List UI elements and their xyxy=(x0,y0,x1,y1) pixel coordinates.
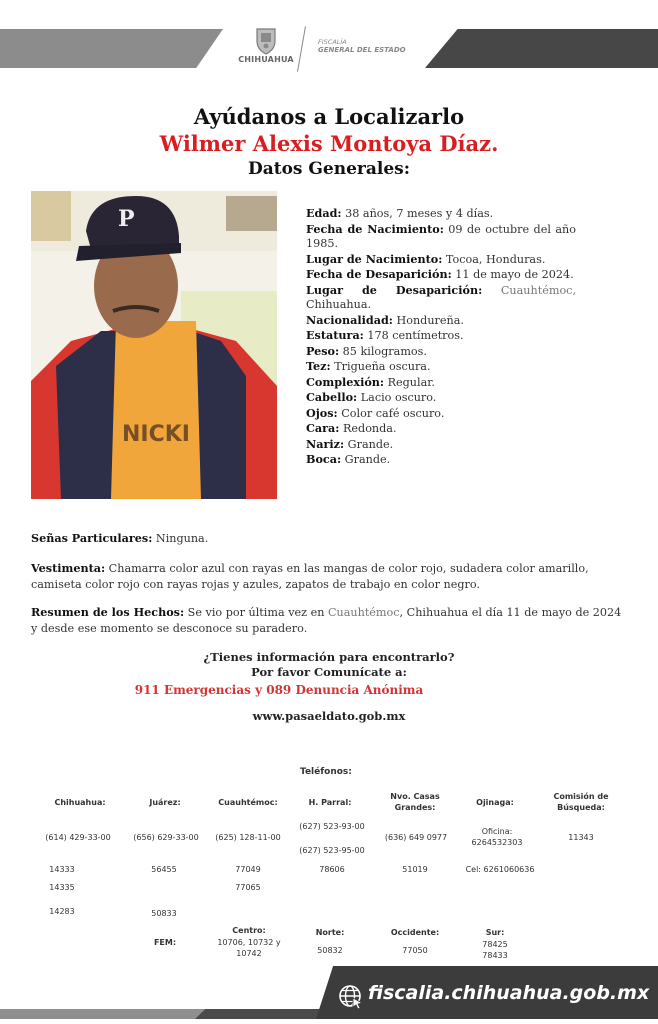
person-photo xyxy=(31,191,277,499)
phones-title: Teléfonos: xyxy=(300,767,352,777)
agency-line2: GENERAL DEL ESTADO xyxy=(318,46,406,54)
detail-label: Edad: xyxy=(306,206,342,220)
chihuahua-logo xyxy=(236,27,296,73)
fem-norte-value: 50832 xyxy=(317,946,343,955)
fem-label: FEM: xyxy=(153,938,177,947)
detail-label: Lugar de Desaparición: xyxy=(306,282,483,297)
globe-cursor-icon xyxy=(338,984,364,1010)
general-details xyxy=(306,206,576,468)
clothing-value: Chamarra color azul con rayas en las mangas de color rojo, sudadera color amarillo, camiseta color rojo con rayas rojas y azules, zapatos de trabajo en color negro. xyxy=(31,562,589,591)
distinguishing-marks-label: Señas Particulares: xyxy=(31,531,153,545)
ext-cuauhtemoc-1: 77049 xyxy=(235,865,261,874)
detail-row xyxy=(306,283,576,313)
contact-please: Por favor Comunícate a: xyxy=(251,665,407,679)
ext-chihuahua-2: 14335 xyxy=(49,883,75,892)
phone-header-nvo-casas-grandes: Nvo. Casas Grandes: xyxy=(390,792,440,812)
detail-row xyxy=(306,421,576,437)
detail-value: Redonda. xyxy=(339,422,397,435)
detail-row xyxy=(306,344,576,360)
detail-value: Hondureña. xyxy=(392,313,464,327)
detail-label: Fecha de Desaparición: xyxy=(306,267,452,281)
detail-value: Trigueña oscura. xyxy=(330,360,431,373)
phone-header-ojinaga: Ojinaga: xyxy=(476,798,514,807)
detail-row xyxy=(306,452,576,468)
emergency-numbers: 911 Emergencias y 089 Denuncia Anónima xyxy=(134,683,424,697)
agency-name xyxy=(318,38,406,54)
detail-value: Lacio oscuro. xyxy=(357,391,437,404)
detail-value: Grande. xyxy=(344,437,394,451)
detail-label: Nariz: xyxy=(306,436,345,451)
detail-label: Fecha de Nacimiento: xyxy=(306,221,444,236)
phone-parral-1: (627) 523-93-00 xyxy=(299,822,365,831)
detail-label: Lugar de Nacimiento: xyxy=(306,251,443,266)
ext-juarez-1: 56455 xyxy=(151,865,177,874)
person-photo-illustration xyxy=(31,191,277,499)
detail-label: Peso: xyxy=(306,343,340,358)
fem-sur-value: 78425 78433 xyxy=(482,940,508,960)
detail-row xyxy=(306,375,576,391)
missing-person-name: Wilmer Alexis Montoya Díaz. xyxy=(159,131,499,156)
ojinaga-cell: Cel: 6261060636 xyxy=(465,865,535,874)
header-band-left xyxy=(0,29,223,68)
detail-value: 178 centímetros. xyxy=(363,329,464,342)
detail-row xyxy=(306,222,576,252)
detail-value: Tocoa, Honduras. xyxy=(442,252,546,266)
detail-row xyxy=(306,252,576,268)
phone-header-juarez: Juárez: xyxy=(149,798,181,807)
distinguishing-marks-value: Ninguna. xyxy=(152,532,209,545)
detail-row xyxy=(306,406,576,422)
detail-row xyxy=(306,267,576,283)
logo-divider xyxy=(297,26,306,71)
fem-sur-label: Sur: xyxy=(485,928,505,937)
phone-juarez: (656) 629-33-00 xyxy=(133,833,199,842)
detail-label: Tez: xyxy=(306,359,331,373)
svg-text:NICKI: NICKI xyxy=(122,422,190,447)
detail-label: Boca: xyxy=(306,452,342,466)
detail-row xyxy=(306,437,576,453)
detail-label: Ojos: xyxy=(306,405,338,420)
detail-value: 11 de mayo de 2024. xyxy=(451,268,574,281)
phone-ojinaga-office: Oficina: 6264532303 xyxy=(471,827,523,847)
detail-value-muted: Cuauhtémoc, xyxy=(482,283,576,297)
headline: Ayúdanos a Localizarlo xyxy=(193,104,465,129)
summary xyxy=(31,604,631,637)
detail-value: 09 de octubre del año 1985. xyxy=(306,222,576,250)
phone-header-comision: Comisión de Búsqueda: xyxy=(553,792,609,812)
ext-chihuahua-1: 14333 xyxy=(49,865,75,874)
detail-label: Nacionalidad: xyxy=(306,312,393,327)
detail-value: Grande. xyxy=(341,453,391,466)
phone-comision: 11343 xyxy=(568,833,594,842)
detail-value: Regular. xyxy=(384,375,435,389)
section-title: Datos Generales: xyxy=(247,159,411,179)
clothing-label: Vestimenta: xyxy=(31,561,106,575)
detail-label: Cara: xyxy=(306,421,340,435)
website-link[interactable]: www.pasaeldato.gob.mx xyxy=(252,709,406,723)
phone-nvo-casas-grandes: (636) 649 0977 xyxy=(384,833,448,842)
phone-chihuahua: (614) 429-33-00 xyxy=(45,833,111,842)
detail-row xyxy=(306,390,576,406)
detail-value: 38 años, 7 meses y 4 días. xyxy=(341,207,494,220)
phone-cuauhtemoc: (625) 128-11-00 xyxy=(215,833,281,842)
detail-row xyxy=(306,206,576,222)
summary-place: Cuauhtémoc xyxy=(327,606,400,619)
agency-line1: FISCALÍA xyxy=(318,38,347,46)
summary-post: , Chihuahua el día 11 de mayo de 2024 y desde ese momento se desconoce su paradero. xyxy=(31,606,622,635)
contact-question: ¿Tienes información para encontrarlo? xyxy=(203,650,455,664)
detail-row xyxy=(306,359,576,375)
footer-url[interactable]: fiscalia.chihuahua.gob.mx xyxy=(368,982,650,1004)
detail-label: Estatura: xyxy=(306,328,364,342)
phone-header-chihuahua: Chihuahua: xyxy=(54,798,106,807)
ext-nvo-casas-grandes-1: 51019 xyxy=(402,865,428,874)
phone-parral-2: (627) 523-95-00 xyxy=(299,846,365,855)
svg-text:P: P xyxy=(118,206,135,232)
logo-text: CHIHUAHUA xyxy=(238,55,294,64)
clothing xyxy=(31,560,631,593)
distinguishing-marks xyxy=(31,530,631,547)
summary-label: Resumen de los Hechos: xyxy=(31,605,185,619)
fem-norte-label: Norte: xyxy=(315,928,345,937)
detail-value: Chihuahua. xyxy=(306,298,372,311)
footer-band-dark xyxy=(195,1009,325,1019)
header-band-right xyxy=(425,29,658,68)
fem-occidente-value: 77050 xyxy=(402,946,428,955)
ext-parral-1: 78606 xyxy=(319,865,345,874)
detail-label: Cabello: xyxy=(306,390,358,404)
summary-pre: Se vio por última vez en xyxy=(184,606,328,619)
fem-centro-value: 10706, 10732 y 10742 xyxy=(217,938,281,958)
fem-centro-label: Centro: xyxy=(232,926,266,935)
detail-value: 85 kilogramos. xyxy=(339,344,427,358)
phone-header-parral: H. Parral: xyxy=(308,798,352,807)
ext-cuauhtemoc-2: 77065 xyxy=(235,883,261,892)
detail-label: Complexión: xyxy=(306,374,385,389)
detail-row xyxy=(306,313,576,329)
ext-juarez-2: 50833 xyxy=(151,909,177,918)
detail-row xyxy=(306,328,576,344)
ext-chihuahua-3: 14283 xyxy=(49,907,75,916)
phone-header-cuauhtemoc: Cuauhtémoc: xyxy=(218,798,278,807)
detail-value: Color café oscuro. xyxy=(337,406,445,420)
shield-icon xyxy=(255,27,277,55)
fem-occidente-label: Occidente: xyxy=(390,928,440,937)
